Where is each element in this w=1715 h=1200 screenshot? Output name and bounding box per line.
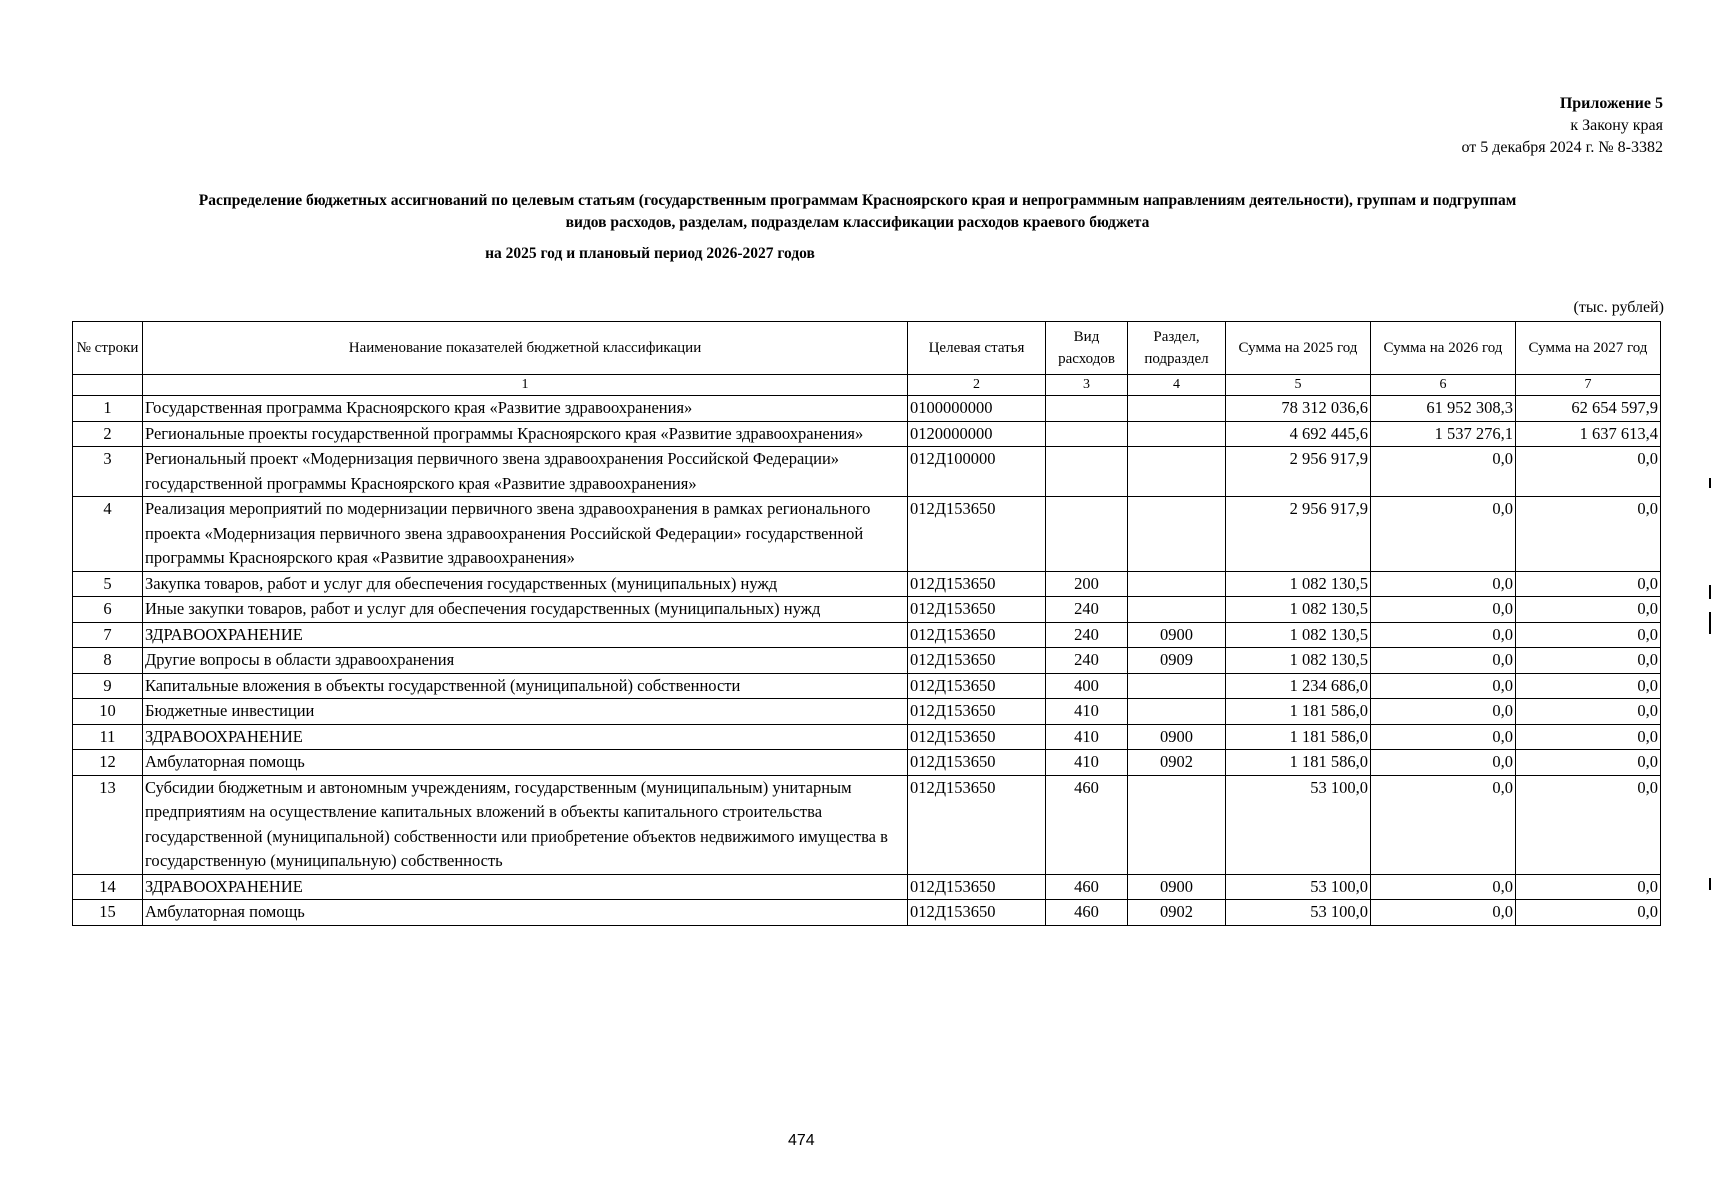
row-sum-2027: 0,0 [1516,497,1661,572]
table-row [73,447,1661,497]
row-sum-2027: 0,0 [1516,874,1661,900]
scan-mark [1709,878,1711,890]
row-name: Амбулаторная помощь [143,900,908,926]
row-sum-2026: 0,0 [1371,673,1516,699]
row-name: Амбулаторная помощь [143,750,908,776]
row-expense-type: 410 [1046,750,1128,776]
row-sum-2025: 53 100,0 [1226,775,1371,874]
table-row [73,699,1661,725]
row-section-code [1128,571,1226,597]
row-number: 4 [73,497,143,572]
column-number: 4 [1128,375,1226,396]
column-number: 6 [1371,375,1516,396]
row-number: 3 [73,447,143,497]
header-sum2027: Сумма на 2027 год [1516,322,1661,375]
column-number: 7 [1516,375,1661,396]
row-sum-2025: 2 956 917,9 [1226,447,1371,497]
row-section-code [1128,421,1226,447]
row-target-code: 012Д153650 [908,673,1046,699]
row-sum-2026: 0,0 [1371,900,1516,926]
document-title-line2: видов расходов, разделам, подразделам классификации расходов краевого бюджета [565,214,1150,231]
row-section-code: 0902 [1128,900,1226,926]
row-sum-2026: 0,0 [1371,497,1516,572]
row-expense-type [1046,447,1128,497]
table-row [73,421,1661,447]
column-number: 5 [1226,375,1371,396]
document-period: на 2025 год и плановый период 2026-2027 годов [485,245,815,262]
row-number: 5 [73,571,143,597]
row-target-code: 012Д153650 [908,699,1046,725]
row-target-code: 0120000000 [908,421,1046,447]
row-number: 11 [73,724,143,750]
column-number: 3 [1046,375,1128,396]
row-sum-2027: 0,0 [1516,622,1661,648]
row-expense-type: 200 [1046,571,1128,597]
row-sum-2026: 0,0 [1371,597,1516,623]
row-sum-2025: 1 181 586,0 [1226,750,1371,776]
row-sum-2025: 1 181 586,0 [1226,724,1371,750]
row-section-code: 0909 [1128,648,1226,674]
table-row [73,396,1661,422]
row-number: 9 [73,673,143,699]
row-expense-type: 410 [1046,699,1128,725]
row-number: 10 [73,699,143,725]
row-name: Реализация мероприятий по модернизации первичного звена здравоохранения в рамках регионального проекта «Модернизация первичного звена здравоохранения Российской Федерации» государственной программы Красноярского края «Развитие здравоохранения» [143,497,908,572]
row-name: Субсидии бюджетным и автономным учреждениям, государственным (муниципальным) унитарным предприятиям на осуществление капитальных вложений в объекты капитального строительства государственной (муниципальной) собственности или приобретение объектов недвижимого имущества в государственную (муниципальную) собственность [143,775,908,874]
row-sum-2025: 4 692 445,6 [1226,421,1371,447]
row-expense-type [1046,396,1128,422]
table-row [73,775,1661,874]
header-sum2026: Сумма на 2026 год [1371,322,1516,375]
document-title [60,190,1655,234]
table-row [73,622,1661,648]
row-name: Региональные проекты государственной программы Красноярского края «Развитие здравоохранения» [143,421,908,447]
table-header-row [73,322,1661,375]
row-sum-2026: 0,0 [1371,447,1516,497]
row-target-code: 012Д153650 [908,750,1046,776]
row-sum-2026: 0,0 [1371,648,1516,674]
row-name: Бюджетные инвестиции [143,699,908,725]
row-target-code: 012Д153650 [908,497,1046,572]
row-name: ЗДРАВООХРАНЕНИЕ [143,874,908,900]
row-number: 13 [73,775,143,874]
appendix-law-line: к Закону края [1570,117,1663,134]
row-expense-type: 400 [1046,673,1128,699]
row-target-code: 0100000000 [908,396,1046,422]
scan-mark [1709,585,1711,599]
row-section-code: 0900 [1128,724,1226,750]
table-row [73,497,1661,572]
document-title-line1: Распределение бюджетных ассигнований по целевым статьям (государственным программам Красноярского края и непрограммным направлениям деятельности), группам и подгруппам [198,192,1517,209]
row-target-code: 012Д153650 [908,874,1046,900]
row-section-code [1128,673,1226,699]
header-target: Целевая статья [908,322,1046,375]
row-name: Региональный проект «Модернизация первичного звена здравоохранения Российской Федерации» государственной программы Красноярского края «Развитие здравоохранения» [143,447,908,497]
row-expense-type: 410 [1046,724,1128,750]
table-row [73,648,1661,674]
row-expense-type: 460 [1046,775,1128,874]
appendix-block [1461,93,1663,159]
row-name: ЗДРАВООХРАНЕНИЕ [143,622,908,648]
row-sum-2025: 78 312 036,6 [1226,396,1371,422]
row-sum-2026: 1 537 276,1 [1371,421,1516,447]
row-target-code: 012Д153650 [908,900,1046,926]
row-sum-2026: 61 952 308,3 [1371,396,1516,422]
row-sum-2027: 0,0 [1516,699,1661,725]
row-number: 7 [73,622,143,648]
row-expense-type [1046,497,1128,572]
row-sum-2025: 2 956 917,9 [1226,497,1371,572]
header-type: Вид расходов [1046,322,1128,375]
row-target-code: 012Д153650 [908,724,1046,750]
row-section-code [1128,775,1226,874]
table-row [73,900,1661,926]
row-sum-2027: 0,0 [1516,571,1661,597]
row-expense-type: 240 [1046,622,1128,648]
row-expense-type: 240 [1046,648,1128,674]
table-row [73,673,1661,699]
row-target-code: 012Д100000 [908,447,1046,497]
header-num: № строки [73,322,143,375]
row-sum-2025: 1 082 130,5 [1226,648,1371,674]
row-number: 2 [73,421,143,447]
page-number: 474 [788,1132,815,1149]
row-section-code [1128,597,1226,623]
row-target-code: 012Д153650 [908,648,1046,674]
row-number: 8 [73,648,143,674]
row-section-code: 0902 [1128,750,1226,776]
row-sum-2026: 0,0 [1371,874,1516,900]
row-sum-2026: 0,0 [1371,622,1516,648]
row-expense-type: 460 [1046,900,1128,926]
column-number: 1 [143,375,908,396]
row-expense-type [1046,421,1128,447]
header-sum2025: Сумма на 2025 год [1226,322,1371,375]
row-target-code: 012Д153650 [908,571,1046,597]
row-sum-2026: 0,0 [1371,699,1516,725]
row-expense-type: 240 [1046,597,1128,623]
row-sum-2027: 0,0 [1516,724,1661,750]
row-name: Государственная программа Красноярского края «Развитие здравоохранения» [143,396,908,422]
row-sum-2025: 53 100,0 [1226,900,1371,926]
row-sum-2027: 0,0 [1516,775,1661,874]
row-sum-2027: 0,0 [1516,447,1661,497]
column-number: 2 [908,375,1046,396]
units-label: (тыс. рублей) [1573,299,1664,316]
row-target-code: 012Д153650 [908,622,1046,648]
row-section-code: 0900 [1128,622,1226,648]
row-sum-2027: 0,0 [1516,673,1661,699]
row-sum-2026: 0,0 [1371,571,1516,597]
row-section-code [1128,396,1226,422]
row-section-code [1128,447,1226,497]
row-name: Закупка товаров, работ и услуг для обеспечения государственных (муниципальных) нужд [143,571,908,597]
row-name: ЗДРАВООХРАНЕНИЕ [143,724,908,750]
row-number: 6 [73,597,143,623]
row-sum-2025: 1 234 686,0 [1226,673,1371,699]
row-section-code [1128,497,1226,572]
scan-mark [1709,612,1711,634]
row-section-code: 0900 [1128,874,1226,900]
row-target-code: 012Д153650 [908,775,1046,874]
row-section-code [1128,699,1226,725]
table-body [73,396,1661,926]
table-row [73,597,1661,623]
row-sum-2027: 0,0 [1516,750,1661,776]
header-section: Раздел, подраздел [1128,322,1226,375]
row-name: Другие вопросы в области здравоохранения [143,648,908,674]
row-target-code: 012Д153650 [908,597,1046,623]
row-name: Капитальные вложения в объекты государственной (муниципальной) собственности [143,673,908,699]
table-row [73,724,1661,750]
column-number-row [73,375,1661,396]
scan-mark [1709,478,1711,488]
row-sum-2027: 62 654 597,9 [1516,396,1661,422]
row-sum-2025: 1 082 130,5 [1226,622,1371,648]
table-row [73,750,1661,776]
table-row [73,571,1661,597]
row-sum-2025: 1 082 130,5 [1226,571,1371,597]
row-sum-2025: 1 082 130,5 [1226,597,1371,623]
row-sum-2027: 0,0 [1516,597,1661,623]
row-number: 14 [73,874,143,900]
row-expense-type: 460 [1046,874,1128,900]
row-number: 1 [73,396,143,422]
row-sum-2027: 0,0 [1516,900,1661,926]
header-name: Наименование показателей бюджетной классификации [143,322,908,375]
row-number: 12 [73,750,143,776]
row-sum-2026: 0,0 [1371,750,1516,776]
row-sum-2025: 1 181 586,0 [1226,699,1371,725]
row-sum-2027: 0,0 [1516,648,1661,674]
row-number: 15 [73,900,143,926]
row-sum-2026: 0,0 [1371,724,1516,750]
row-sum-2026: 0,0 [1371,775,1516,874]
column-number-empty [73,375,143,396]
appendix-title: Приложение 5 [1559,95,1663,112]
budget-table [72,321,1661,926]
row-sum-2027: 1 637 613,4 [1516,421,1661,447]
table-row [73,874,1661,900]
row-sum-2025: 53 100,0 [1226,874,1371,900]
row-name: Иные закупки товаров, работ и услуг для обеспечения государственных (муниципальных) нужд [143,597,908,623]
appendix-date-line: от 5 декабря 2024 г. № 8-3382 [1461,139,1663,156]
